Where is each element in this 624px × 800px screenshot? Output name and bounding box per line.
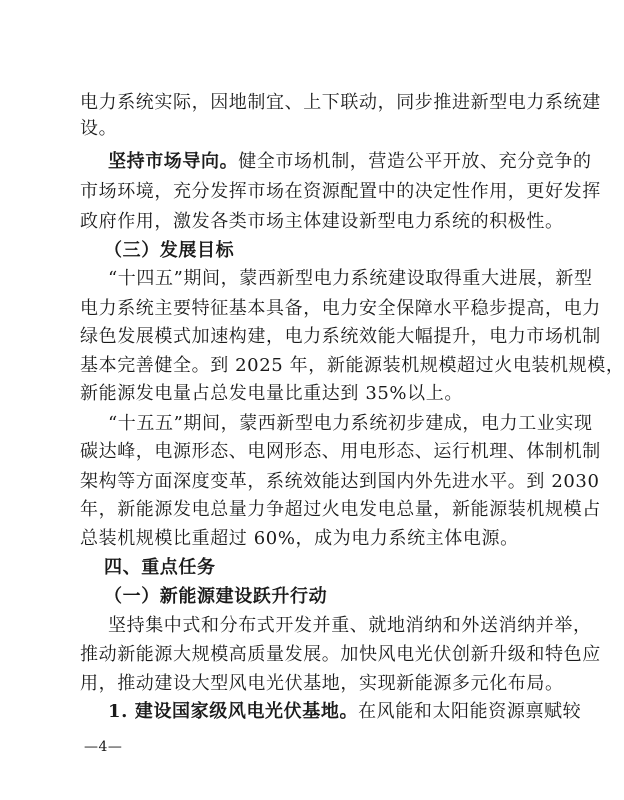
paragraph-line: 碳达峰，电源形态、电网形态、用电形态、运行机理、体制机制 — [80, 441, 601, 462]
paragraph-text: 健全市场机制，营造公平开放、充分竞争的 — [238, 151, 592, 172]
paragraph-line: 市场环境，充分发挥市场在资源配置中的决定性作用，更好发挥 — [80, 181, 601, 202]
paragraph-line: 总装机规模比重超过 60%，成为电力系统主体电源。 — [80, 528, 519, 549]
paragraph-line: 设。 — [80, 118, 118, 139]
section-heading: 四、重点任务 — [104, 557, 216, 578]
paragraph-line: 年，新能源发电总量力争超过火电发电总量，新能源装机规模占 — [80, 499, 601, 520]
emphasis-text: 1. 建设国家级风电光伏基地。 — [108, 701, 359, 722]
paragraph-line: 绿色发展模式加速构建，电力系统效能大幅提升，电力市场机制 — [80, 326, 601, 347]
section-heading: （三）发展目标 — [104, 240, 235, 261]
paragraph-line: 架构等方面深度变革，系统效能达到国内外先进水平。到 2030 — [80, 471, 600, 492]
paragraph-line: “十四五”期间，蒙西新型电力系统建设取得重大进展，新型 — [108, 268, 593, 289]
paragraph-line: 政府作用，激发各类市场主体建设新型电力系统的积极性。 — [80, 211, 564, 232]
paragraph-line: 推动新能源大规模高质量发展。加快风电光伏创新升级和特色应 — [80, 644, 601, 665]
paragraph-line — [108, 151, 592, 173]
paragraph-line: “十五五”期间，蒙西新型电力系统初步建成，电力工业实现 — [108, 413, 593, 434]
paragraph-line: 电力系统主要特征基本具备，电力安全保障水平稳步提高，电力 — [80, 298, 601, 319]
paragraph-line: 电力系统实际，因地制宜、上下联动，同步推进新型电力系统建 — [80, 92, 601, 113]
paragraph-line: 用，推动建设大型风电光伏基地，实现新能源多元化布局。 — [80, 673, 564, 694]
paragraph-text: 在风能和太阳能资源禀赋较 — [358, 701, 582, 722]
subsection-heading: （一）新能源建设跃升行动 — [104, 586, 328, 607]
page-number: —4— — [84, 739, 123, 755]
paragraph-line: 新能源发电量占总发电量比重达到 35%以上。 — [80, 383, 463, 404]
paragraph-line: 基本完善健全。到 2025 年，新能源装机规模超过火电装机规模， — [80, 355, 624, 376]
paragraph-line — [108, 701, 582, 723]
paragraph-line: 坚持集中式和分布式开发并重、就地消纳和外送消纳并举， — [108, 615, 592, 636]
emphasis-text: 坚持市场导向。 — [108, 151, 239, 172]
